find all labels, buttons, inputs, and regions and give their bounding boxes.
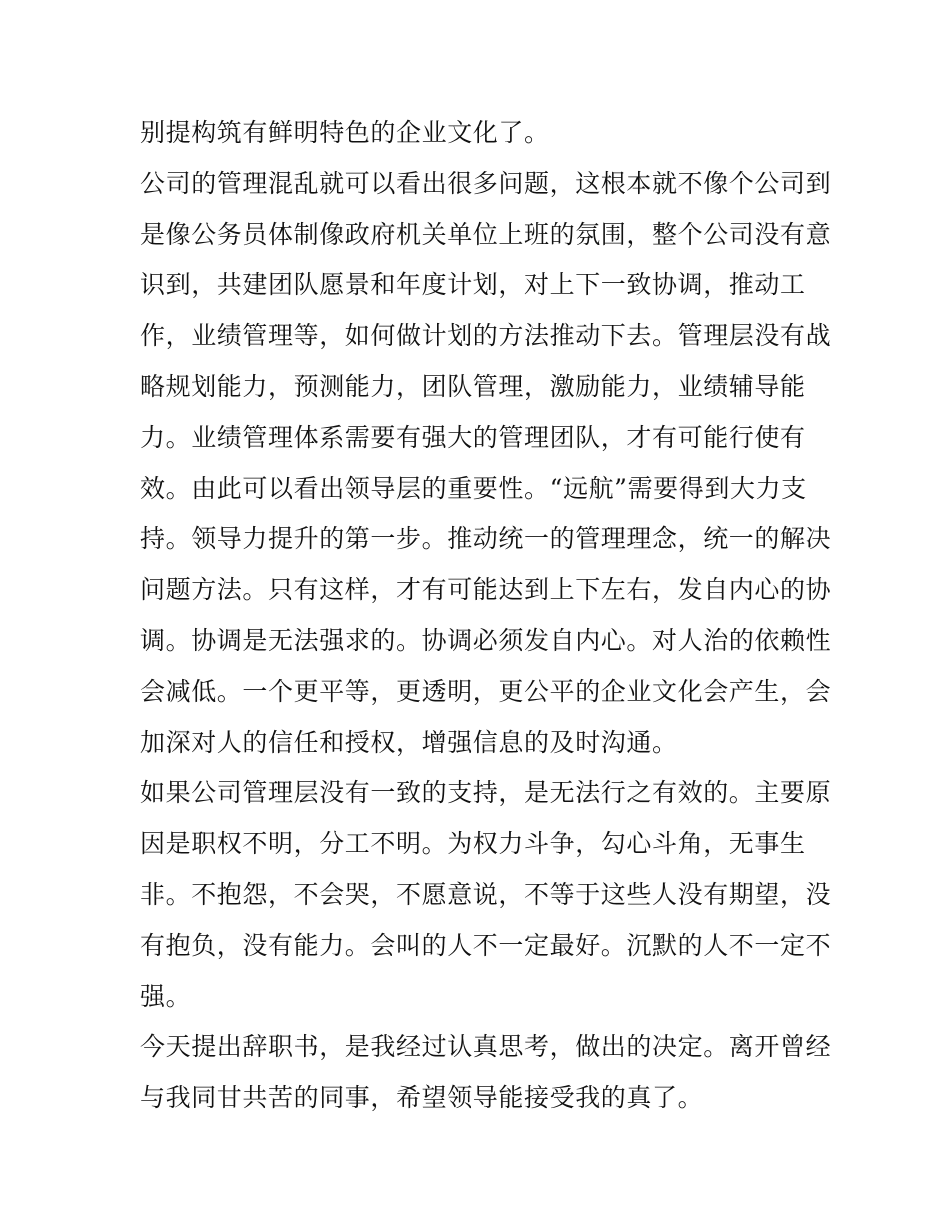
text-line: 问题方法。只有这样，才有可能达到上下左右，发自内心的协 [140, 575, 832, 605]
text-line: 公司的管理混乱就可以看出很多问题，这根本就不像个公司到 [140, 168, 832, 198]
text-line: 如果公司管理层没有一致的支持，是无法行之有效的。主要原 [140, 778, 832, 808]
text-line: 持。领导力提升的第一步。推动统一的管理理念，统一的解决 [140, 524, 832, 554]
text-line: 别提构筑有鲜明特色的企业文化了。 [140, 118, 550, 147]
text-line: 加深对人的信任和授权，增强信息的及时沟通。 [140, 727, 678, 757]
text-line: 作，业绩管理等，如何做计划的方法推动下去。管理层没有战 [140, 321, 832, 351]
text-line: 今天提出辞职书，是我经过认真思考，做出的决定。离开曾经 [140, 1032, 832, 1062]
text-line: 力。业绩管理体系需要有强大的管理团队，才有可能行使有 [140, 422, 806, 452]
text-line: 效。由此可以看出领导层的重要性。“远航”需要得到大力支 [140, 473, 807, 503]
text-line: 会减低。一个更平等，更透明，更公平的企业文化会产生，会 [140, 676, 832, 706]
text-line: 非。不抱怨，不会哭，不愿意说，不等于这些人没有期望，没 [140, 879, 832, 909]
document-body [140, 108, 832, 1124]
text-line: 与我同甘共苦的同事，希望领导能接受我的真了。 [140, 1083, 704, 1113]
text-line: 识到，共建团队愿景和年度计划，对上下一致协调，推动工 [140, 270, 806, 300]
text-line: 略规划能力，预测能力，团队管理，激励能力，业绩辅导能 [140, 371, 806, 401]
text-line: 调。协调是无法强求的。协调必须发自内心。对人治的依赖性 [140, 625, 832, 655]
text-line: 有抱负，没有能力。会叫的人不一定最好。沉默的人不一定不 [140, 930, 832, 960]
text-line: 强。 [140, 981, 192, 1011]
text-line: 是像公务员体制像政府机关单位上班的氛围，整个公司没有意 [140, 219, 832, 249]
text-line: 因是职权不明，分工不明。为权力斗争，勾心斗角，无事生 [140, 829, 806, 859]
